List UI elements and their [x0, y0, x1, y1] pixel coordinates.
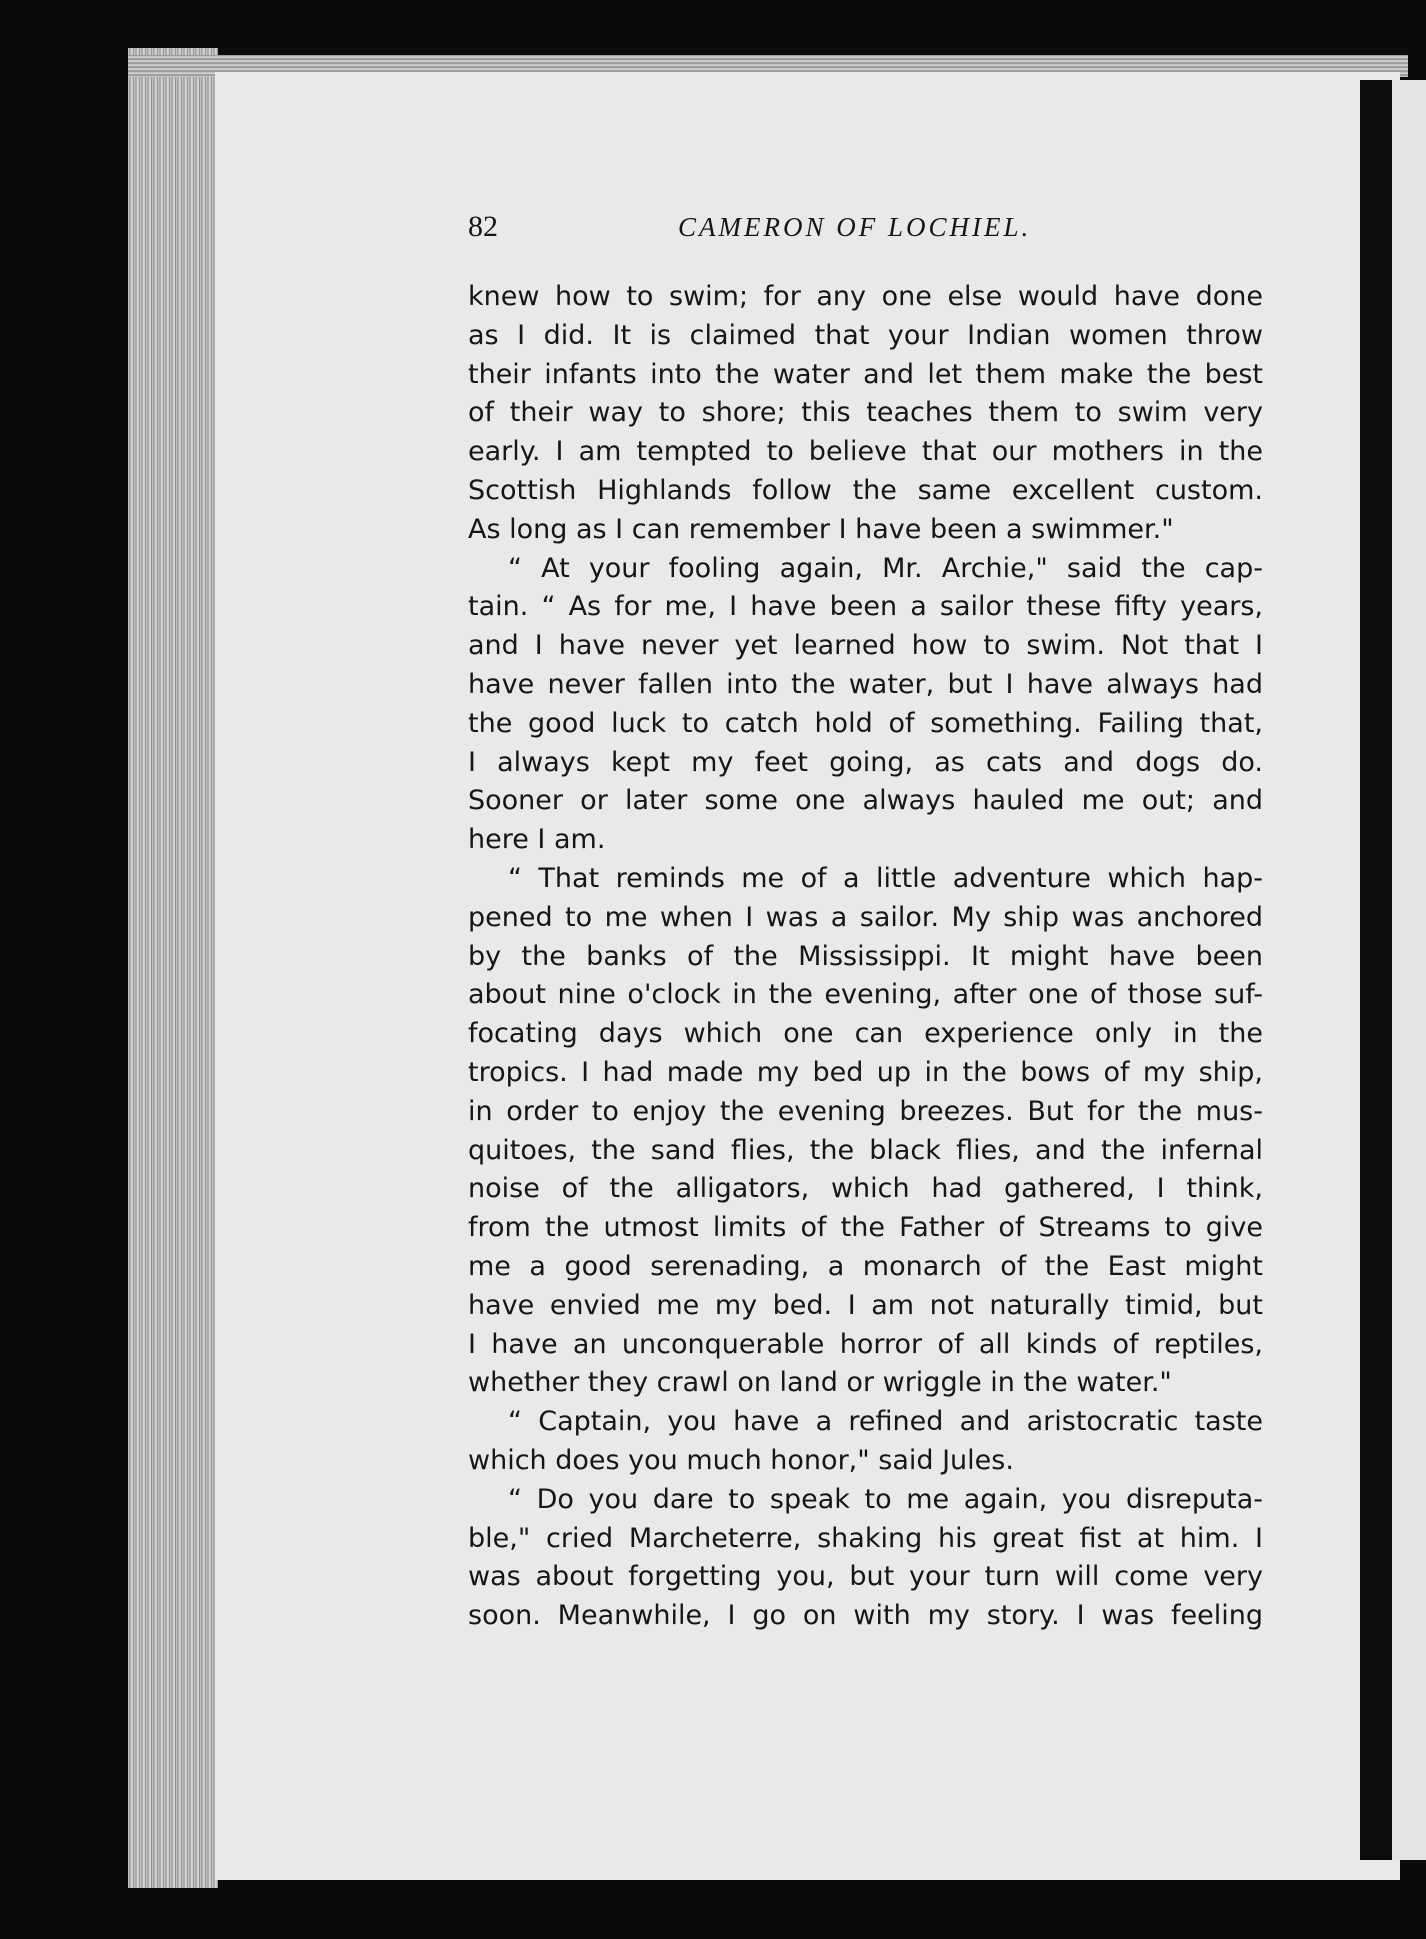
text-line: soon. Meanwhile, I go on with my story. I was feeling [468, 1600, 1263, 1632]
text-line: about nine o'clock in the evening, after one of those suf- [468, 979, 1263, 1011]
text-line: in order to enjoy the evening breezes. But for the mus- [468, 1095, 1263, 1127]
text-line: quitoes, the sand flies, the black flies, and the infernal [468, 1134, 1263, 1166]
text-line: pened to me when I was a sailor. My ship was anchored [468, 901, 1263, 933]
text-line: knew how to swim; for any one else would have done [468, 281, 1263, 312]
text-line: of their way to shore; this teaches them to swim very [468, 397, 1263, 429]
text-line: have never fallen into the water, but I have always had [468, 668, 1263, 700]
text-line: here I am. [468, 824, 606, 856]
text-line: me a good serenading, a monarch of the East might [468, 1250, 1263, 1282]
text-line: Scottish Highlands follow the same excellent custom. [468, 474, 1263, 506]
text-line: early. I am tempted to believe that our mothers in the [468, 436, 1263, 468]
text-line: whether they crawl on land or wriggle in the water." [468, 1367, 1172, 1399]
text-line: “ At your fooling again, Mr. Archie," said the cap- [508, 552, 1263, 584]
text-line: tropics. I had made my bed up in the bows of my ship, [468, 1056, 1263, 1088]
text-line: was about forgetting you, but your turn will come very [468, 1561, 1263, 1593]
page-edges [128, 48, 218, 1888]
text-line: As long as I can remember I have been a swimmer." [468, 513, 1174, 545]
text-line: Sooner or later some one always hauled me out; and [468, 785, 1263, 817]
facing-page-edge [1392, 80, 1426, 1860]
page-number: 82 [468, 210, 498, 243]
body-text [468, 278, 1263, 1636]
text-line: the good luck to catch hold of something. Failing that, [468, 707, 1263, 739]
text-line: as I did. It is claimed that your Indian women throw [468, 319, 1263, 351]
text-line: have envied me my bed. I am not naturally timid, but [468, 1289, 1263, 1321]
text-line: focating days which one can experience only in the [468, 1018, 1263, 1050]
text-line: their infants into the water and let them make the best [468, 358, 1263, 390]
text-line: “ That reminds me of a little adventure which hap- [508, 862, 1263, 894]
text-line: I have an unconquerable horror of all kinds of reptiles, [468, 1328, 1263, 1360]
text-line: which does you much honor," said Jules. [468, 1444, 1014, 1476]
text-line: I always kept my feet going, as cats and dogs do. [468, 746, 1263, 778]
text-line: tain. “ As for me, I have been a sailor these fifty years, [468, 591, 1263, 623]
text-line: “ Captain, you have a refined and aristocratic taste [508, 1406, 1263, 1438]
running-head: CAMERON OF LOCHIEL. [678, 212, 1032, 242]
page-header [468, 210, 1263, 260]
text-line: noise of the alligators, which had gathered, I think, [468, 1173, 1263, 1205]
text-line: “ Do you dare to speak to me again, you disreputa- [508, 1483, 1263, 1515]
text-line: from the utmost limits of the Father of Streams to give [468, 1212, 1263, 1244]
text-line: by the banks of the Mississippi. It might have been [468, 940, 1263, 972]
text-line: and I have never yet learned how to swim. Not that I [468, 630, 1263, 662]
text-line: ble," cried Marcheterre, shaking his great fist at him. I [468, 1522, 1263, 1554]
